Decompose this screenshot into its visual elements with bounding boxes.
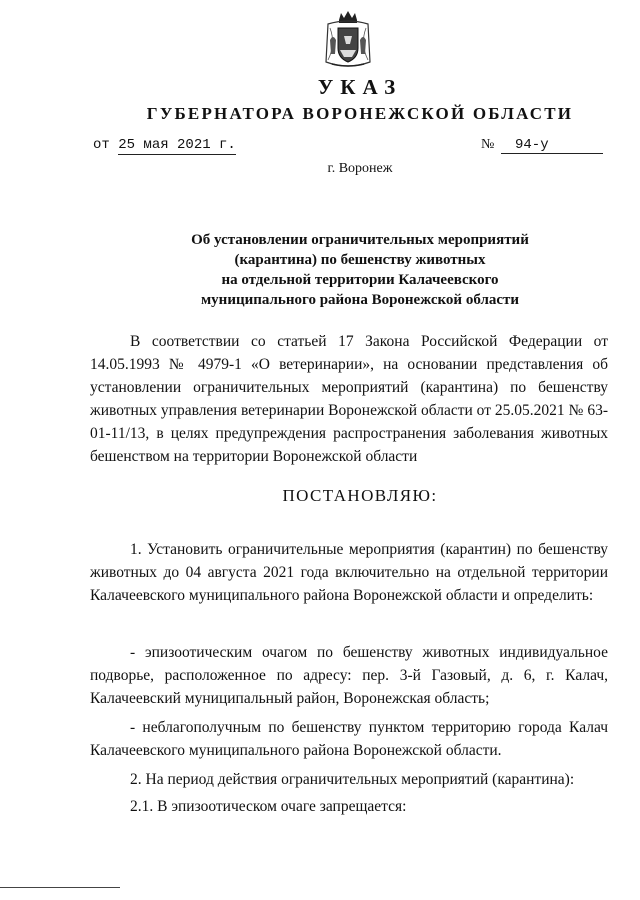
city: г. Воронеж <box>327 161 393 176</box>
clause-1-item-focus: - эпизоотическим очагом по бешенству животных индивидуальное подворье, расположенное по адресу: пер. 3-й Газовый, д. 6, г. Калач, Калачеевский муниципальный район, Воронежская область; <box>90 644 608 707</box>
heading-line: (карантина) по бешенству животных <box>234 252 486 268</box>
document-title: УКАЗ <box>317 75 403 99</box>
coat-of-arms-icon <box>322 10 374 72</box>
resolve-word: ПОСТАНОВЛЯЮ: <box>282 486 438 505</box>
number-value: 94-у <box>501 137 603 154</box>
heading-line: на отдельной территории Калачеевского <box>221 272 499 288</box>
date-value: 25 мая 2021 г. <box>118 137 236 153</box>
preamble-paragraph: В соответствии со статьей 17 Закона Российской Федерации от 14.05.1993 № 4979-1 «О ветеринарии», на основании представления об установлении ограничительных мероприятий (карантина) по бешенству животных управления ветеринарии Воронежской области от 25.05.2021 № 63-01-11/13, в целях предупреждения распространения заболевания животных бешенством на территории Воронежской области <box>90 333 608 465</box>
clause-2-1: 2.1. В эпизоотическом очаге запрещается: <box>130 798 407 815</box>
number-prefix: № <box>481 137 495 152</box>
document-subtitle: ГУБЕРНАТОРА ВОРОНЕЖСКОЙ ОБЛАСТИ <box>146 104 574 123</box>
decree-number <box>481 137 603 154</box>
heading-line: муниципального района Воронежской области <box>200 292 520 308</box>
decree-heading <box>170 230 550 310</box>
clause-2: 2. На период действия ограничительных мероприятий (карантина): <box>130 771 575 788</box>
decree-date <box>93 137 236 153</box>
footer-divider <box>0 887 120 888</box>
clause-1: 1. Установить ограничительные мероприятия (карантин) по бешенству животных до 04 августа 2021 года включительно на отдельной территории Калачеевского муниципального района Воронежской области и определить: <box>90 541 608 604</box>
clause-1-item-point: - неблагополучным по бешенству пунктом территорию города Калач Калачеевского муниципального района Воронежской области. <box>90 719 608 759</box>
heading-line: Об установлении ограничительных мероприятий <box>191 232 529 248</box>
date-prefix: от <box>93 137 110 153</box>
